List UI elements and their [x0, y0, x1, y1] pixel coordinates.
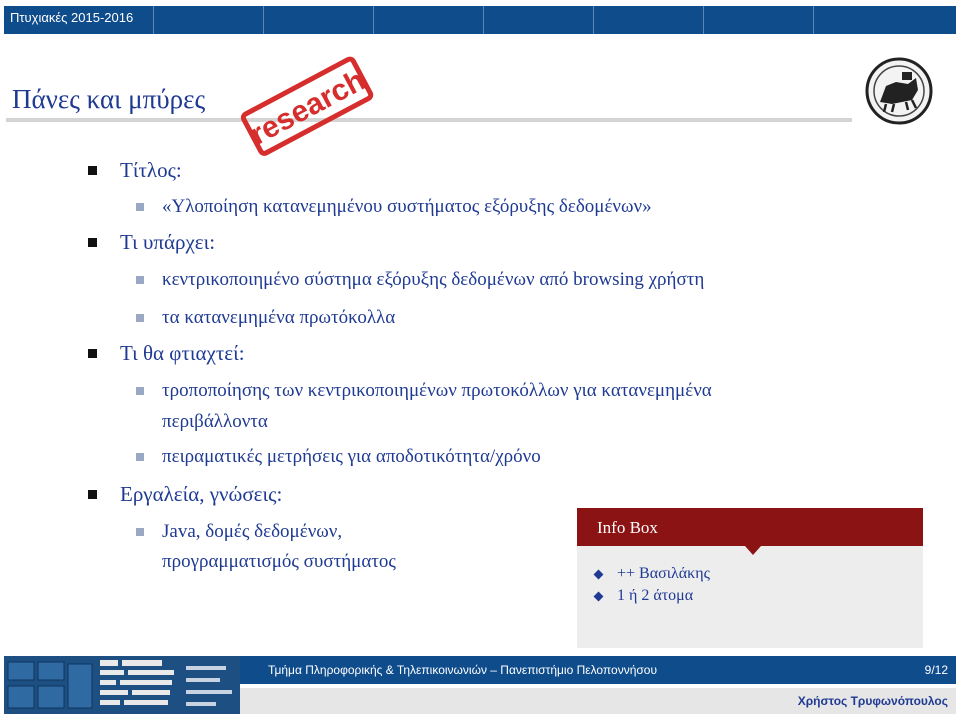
info-box-item: ++ Βασιλάκης	[617, 565, 710, 582]
info-box-notch	[745, 546, 761, 555]
keyboard-image-icon	[4, 656, 240, 714]
build-item: τροποποίησης των κεντρικοποιημένων πρωτοκόλλων για κατανεμημένα	[162, 380, 712, 401]
page-number: 9/12	[924, 663, 948, 677]
sub-bullet-marker	[136, 314, 144, 322]
info-box-header	[577, 508, 923, 546]
bullet-title-label: Τίτλος:	[120, 158, 182, 182]
bullet-build-label: Τι θα φτιαχτεί:	[120, 341, 245, 365]
stamp-text: research	[244, 63, 371, 152]
sub-bullet-marker	[136, 387, 144, 395]
tools-item-continued: προγραμματισμός συστήματος	[162, 551, 396, 572]
footer-bar	[240, 656, 956, 684]
exists-item: κεντρικοποιημένο σύστημα εξόρυξης δεδομένων από browsing χρήστη	[162, 269, 705, 290]
diamond-bullet-icon	[594, 570, 604, 580]
footer-author-bar	[240, 688, 956, 714]
bullet-exists-label: Τι υπάρχει:	[120, 230, 216, 254]
info-box-item: 1 ή 2 άτομα	[617, 587, 694, 604]
sub-bullet-marker	[136, 203, 144, 211]
footer-author: Χρήστος Τρυφωνόπουλος	[797, 694, 948, 708]
bullet-tools-label: Εργαλεία, γνώσεις:	[120, 482, 283, 506]
sub-bullet-marker	[136, 453, 144, 461]
bullet-marker	[88, 166, 97, 175]
sub-bullet-marker	[136, 276, 144, 284]
header-title: Πτυχιακές 2015-2016	[10, 10, 134, 25]
bullet-marker	[88, 490, 97, 499]
bullet-marker	[88, 349, 97, 358]
info-box-title: Info Box	[597, 518, 658, 537]
info-box	[577, 508, 923, 648]
sub-bullet-marker	[136, 528, 144, 536]
build-item: πειραματικές μετρήσεις για αποδοτικότητα/χρόνο	[162, 446, 541, 467]
footer-department: Τμήμα Πληροφορικής & Τηλεπικοινωνιών – Πανεπιστήμιο Πελοποννήσου	[268, 663, 658, 677]
bullet-marker	[88, 238, 97, 247]
tools-item: Java, δομές δεδομένων,	[162, 521, 343, 542]
build-item-continued: περιβάλλοντα	[162, 411, 268, 432]
bullet-title-value: «Υλοποίηση κατανεμημένου συστήματος εξόρυξης δεδομένων»	[162, 196, 652, 217]
exists-item: τα κατανεμημένα πρωτόκολλα	[162, 307, 396, 328]
diamond-bullet-icon	[594, 592, 604, 602]
slide-title: Πάνες και μπύρες	[12, 84, 206, 114]
